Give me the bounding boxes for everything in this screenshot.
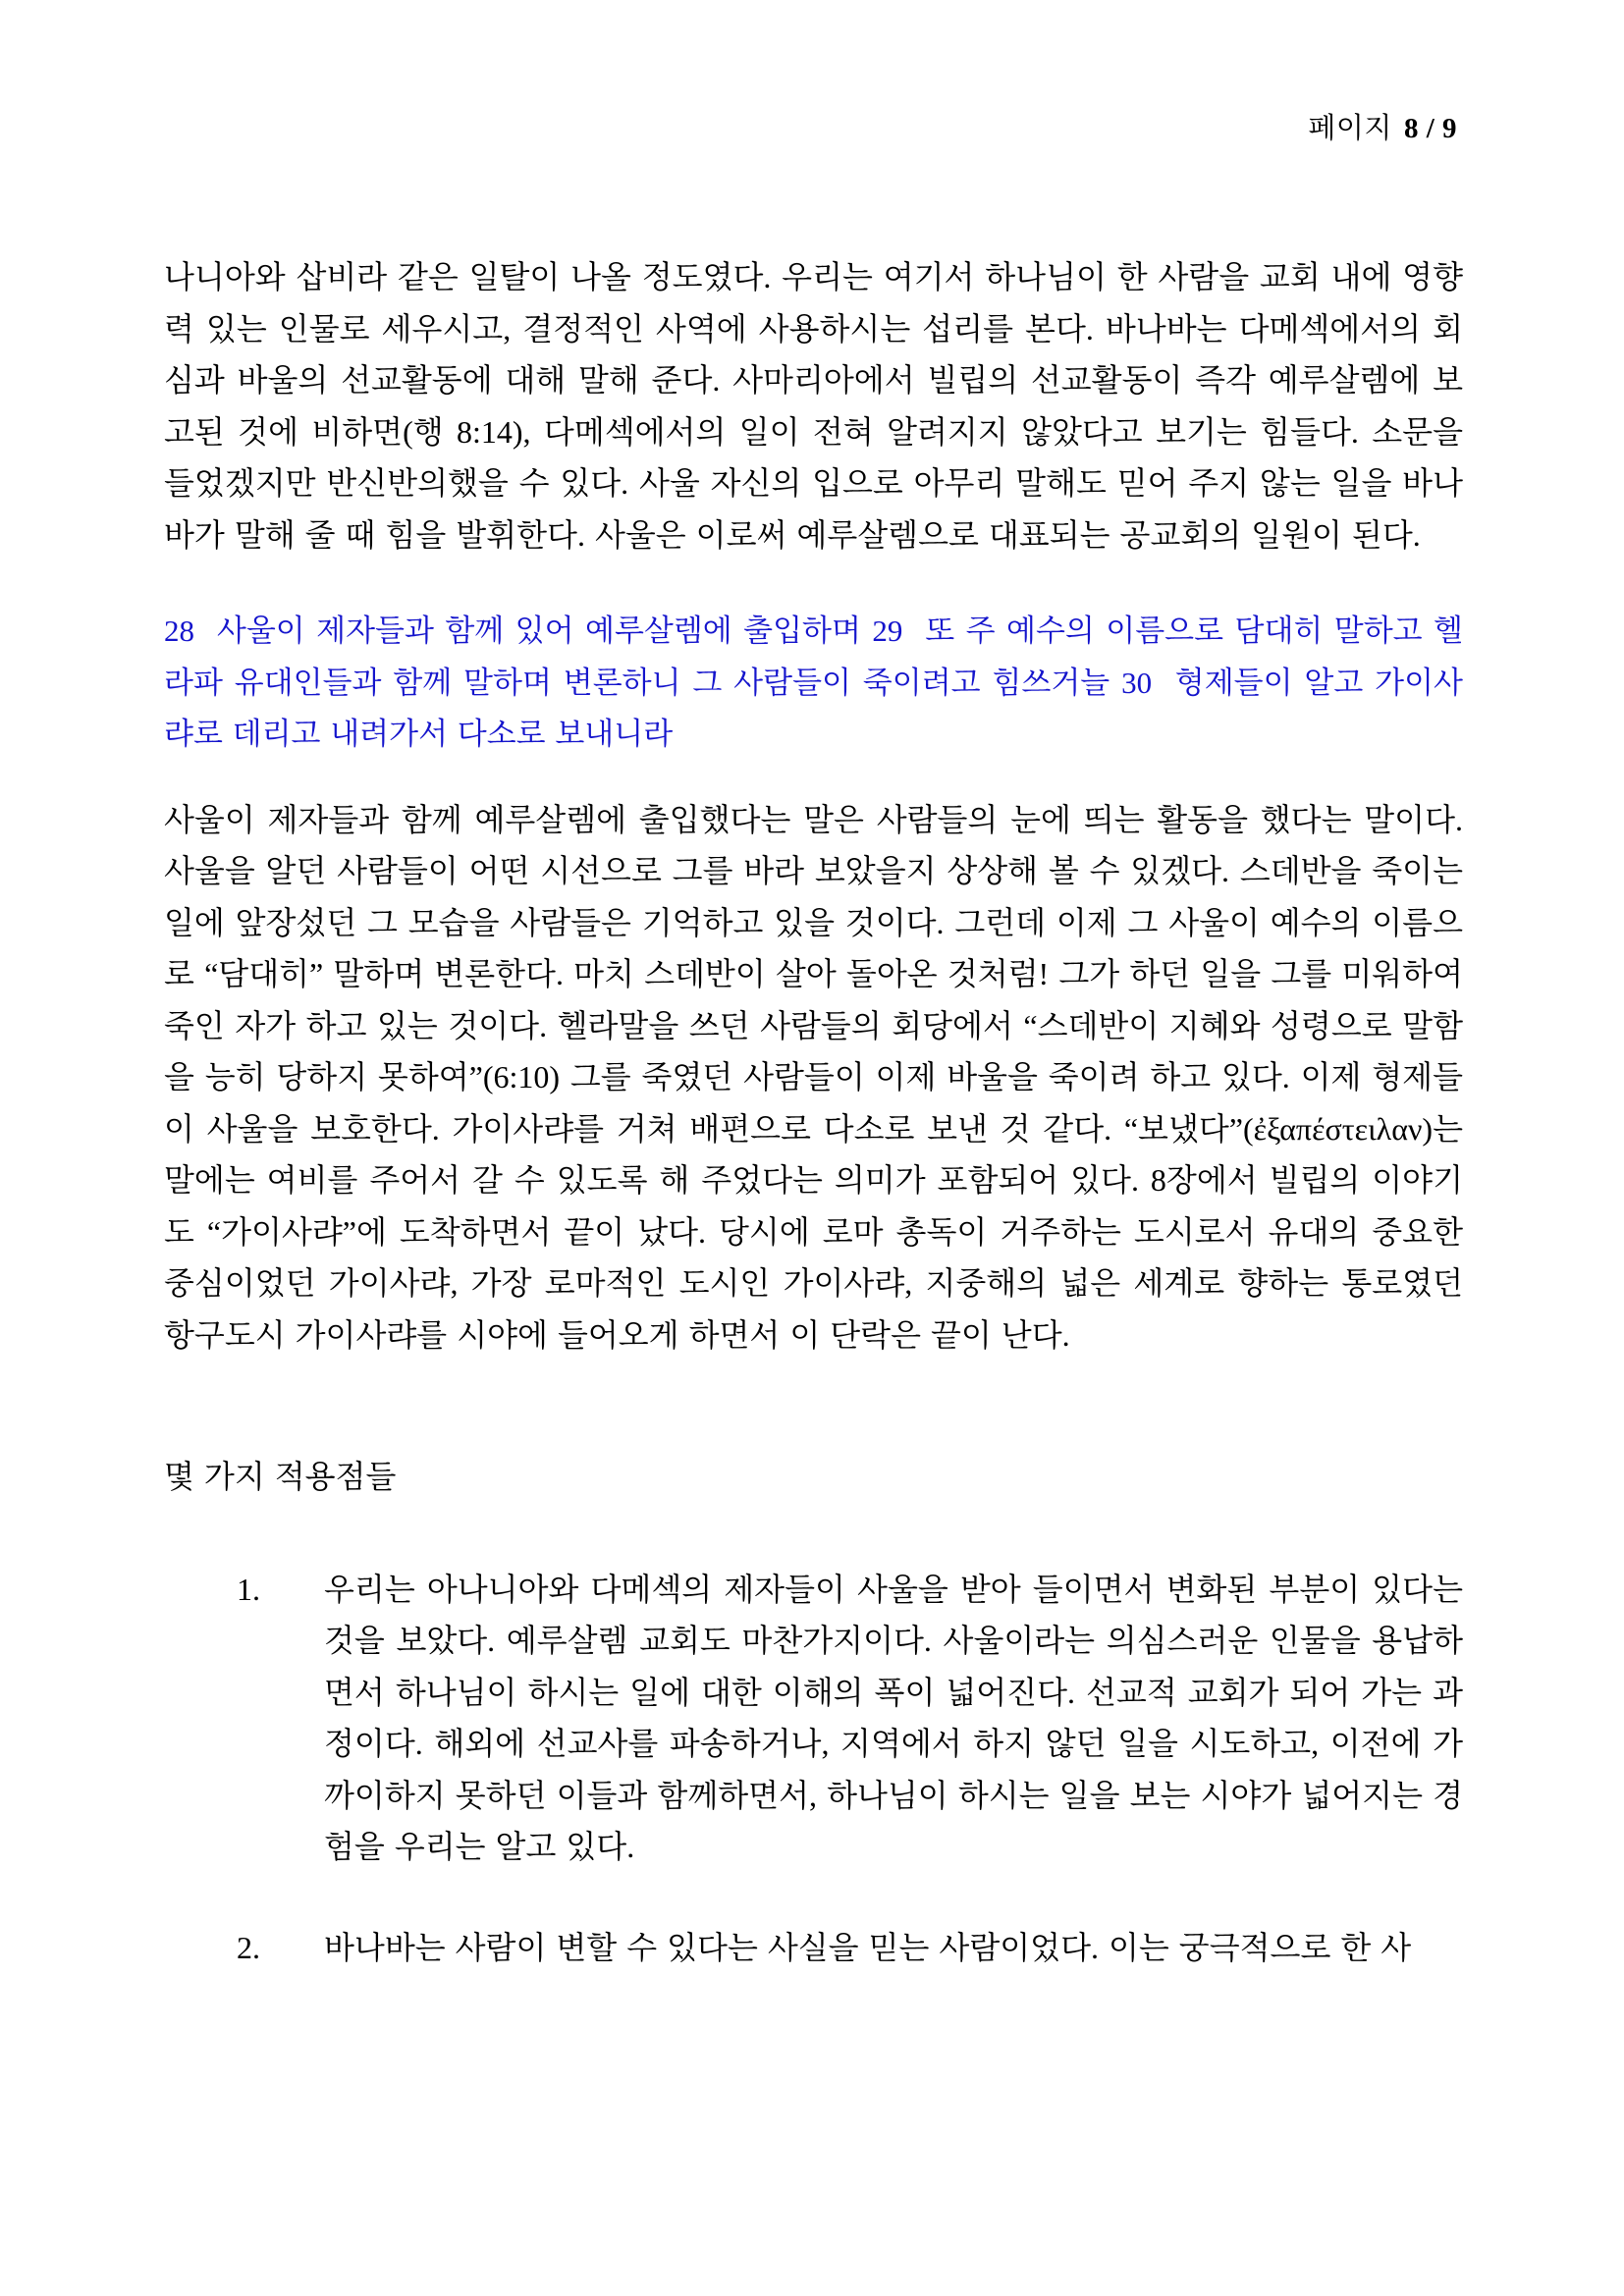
document-content [164, 251, 1463, 1973]
list-item [237, 1922, 1463, 1974]
application-list [164, 1564, 1463, 1974]
paragraph-intro: 나니아와 삽비라 같은 일탈이 나올 정도였다. 우리는 여기서 하나님이 한 사람을 교회 내에 영향력 있는 인물로 세우시고, 결정적인 사역에 사용하시는 섭리를 본다. 바나바는 다메섹에서의 회심과 바울의 선교활동에 대해 말해 준다. 사마리아에서 빌립의 선교활동이 즉각 예루살렘에 보고된 것에 비하면(행 8:14), 다메섹에서의 일이 전혀 알려지지 않았다고 보기는 힘들다. 소문을 들었겠지만 반신반의했을 수 있다. 사울 자신의 입으로 아무리 말해도 믿어 주지 않는 일을 바나바가 말해 줄 때 힘을 발휘한다. 사울은 이로써 예루살렘으로 대표되는 공교회의 일원이 된다. [164, 259, 1463, 553]
page-number: 8 / 9 [1403, 113, 1457, 144]
list-item [237, 1564, 1463, 1873]
page-header-label: 페이지 [1308, 113, 1392, 144]
list-item-number: 2. [237, 1929, 260, 1965]
list-item-text: 우리는 아나니아와 다메섹의 제자들이 사울을 받아 들이면서 변화된 부분이 있다는 것을 보았다. 예루살렘 교회도 마찬가지이다. 사울이라는 의심스러운 인물을 용납하면서 하나님이 하시는 일에 대한 이해의 폭이 넓어진다. 선교적 교회가 되어 가는 과정이다. 해외에 선교사를 파송하거나, 지역에서 하지 않던 일을 시도하고, 이전에 가까이하지 못하던 이들과 함께하면서, 하나님이 하시는 일을 보는 시야가 넓어지는 경험을 우리는 알고 있다. [324, 1571, 1463, 1864]
list-item-text: 바나바는 사람이 변할 수 있다는 사실을 믿는 사람이었다. 이는 궁극적으로 한 사 [324, 1929, 1412, 1965]
page-header [1308, 110, 1457, 147]
section-heading: 몇 가지 적용점들 [164, 1459, 397, 1494]
list-item-number: 1. [237, 1571, 260, 1607]
scripture-quote: 28 사울이 제자들과 함께 있어 예루살렘에 출입하며 29 또 주 예수의 이름으로 담대히 말하고 헬라파 유대인들과 함께 말하며 변론하니 그 사람들이 죽이려고 힘쓰거늘 30 형제들이 알고 가이사랴로 데리고 내려가서 다소로 보내니라 [164, 614, 1463, 751]
paragraph-commentary: 사울이 제자들과 함께 예루살렘에 출입했다는 말은 사람들의 눈에 띄는 활동을 했다는 말이다. 사울을 알던 사람들이 어떤 시선으로 그를 바라 보았을지 상상해 볼 수 있겠다. 스데반을 죽이는 일에 앞장섰던 그 모습을 사람들은 기억하고 있을 것이다. 그런데 이제 그 사울이 예수의 이름으로 “담대히” 말하며 변론한다. 마치 스데반이 살아 돌아온 것처럼! 그가 하던 일을 그를 미워하여 죽인 자가 하고 있는 것이다. 헬라말을 쓰던 사람들의 회당에서 “스데반이 지혜와 성령으로 말함을 능히 당하지 못하여”(6:10) 그를 죽였던 사람들이 이제 바울을 죽이려 하고 있다. 이제 형제들이 사울을 보호한다. 가이사랴를 거쳐 배편으로 다소로 보낸 것 같다. “보냈다”(ἐξαπέστειλαν)는 말에는 여비를 주어서 갈 수 있도록 해 주었다는 의미가 포함되어 있다. 8장에서 빌립의 이야기도 “가이사랴”에 도착하면서 끝이 났다. 당시에 로마 총독이 거주하는 도시로서 유대의 중요한 중심이었던 가이사랴, 가장 로마적인 도시인 가이사랴, 지중해의 넓은 세계로 향하는 통로였던 항구도시 가이사랴를 시야에 들어오게 하면서 이 단락은 끝이 난다. [164, 801, 1463, 1353]
